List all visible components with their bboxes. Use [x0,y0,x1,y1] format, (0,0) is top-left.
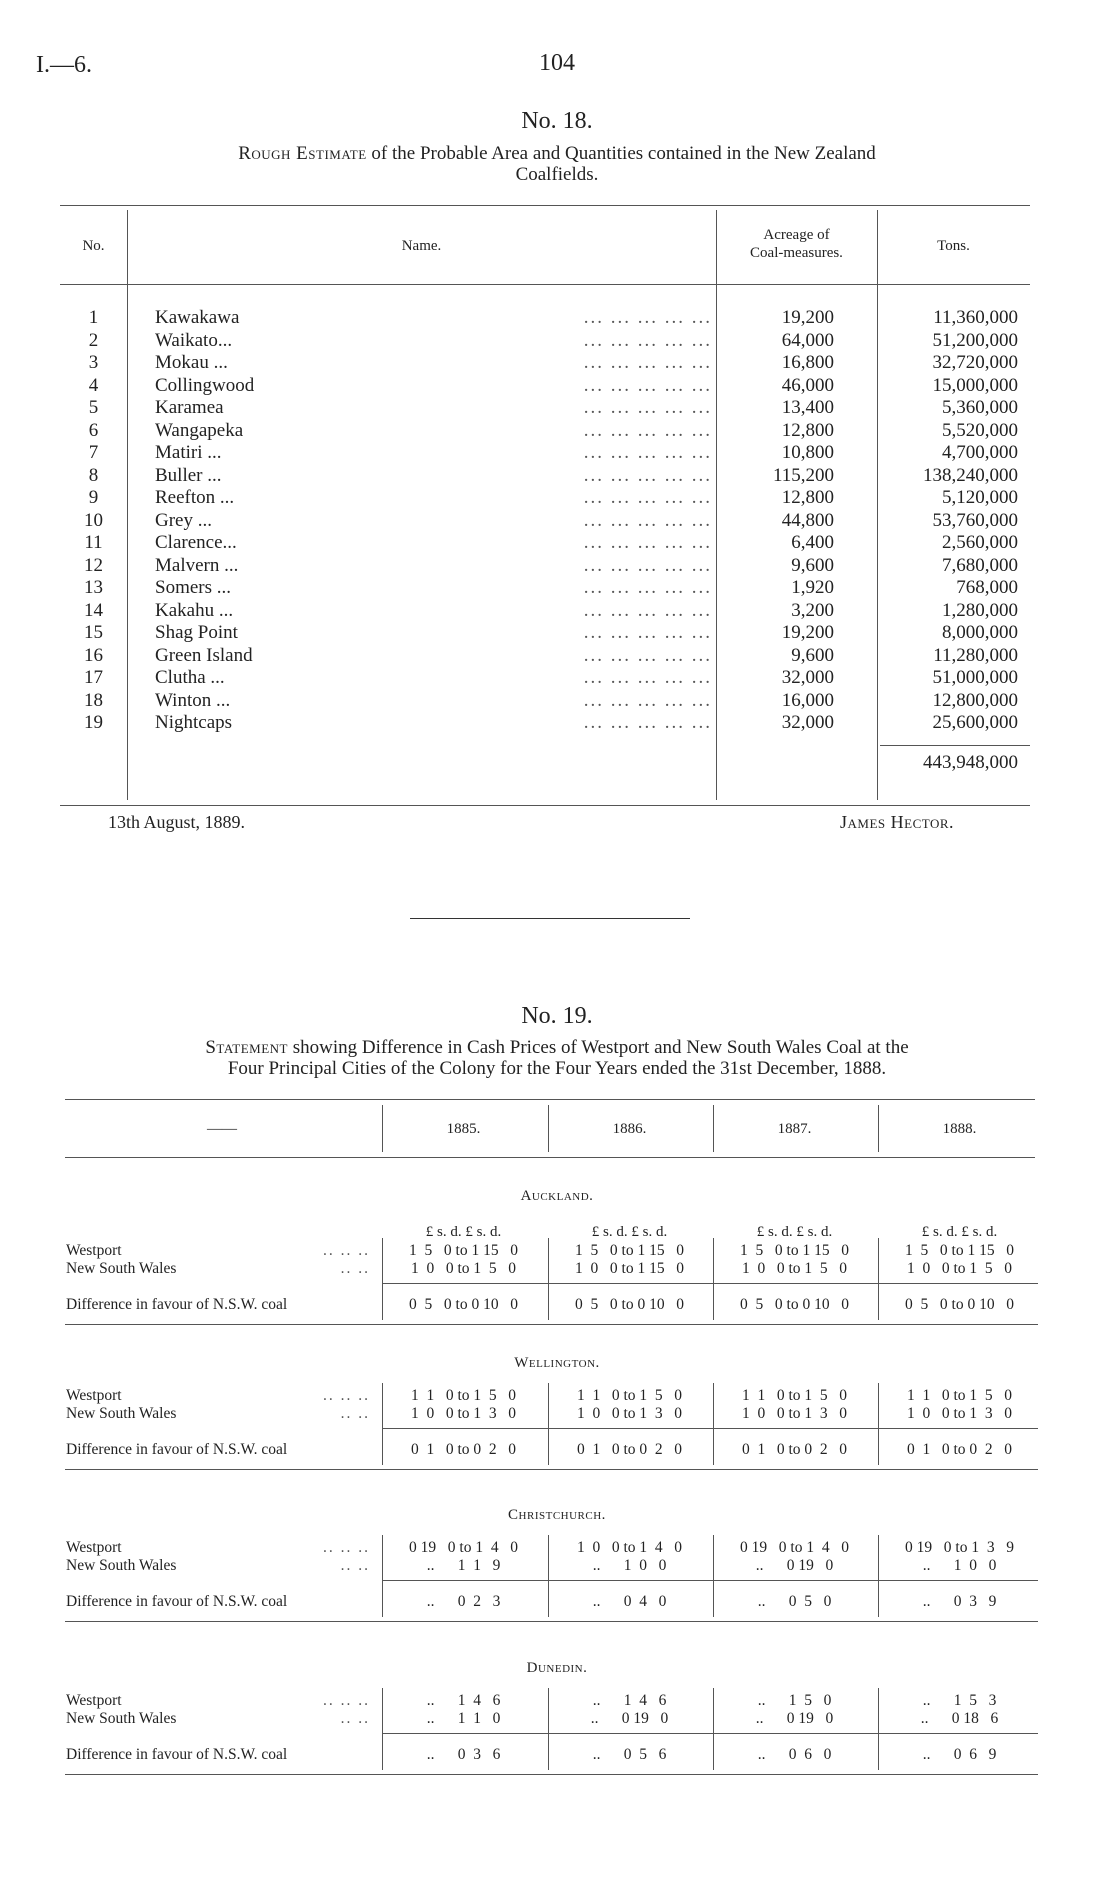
acreage-value: 16,800 [781,352,834,373]
leader-dots: .. .. [340,1405,370,1422]
acreage-value: 32,000 [781,712,834,733]
acreage-value: 12,800 [781,487,834,508]
tons-value: 5,520,000 [942,419,1018,441]
coalfield-name: Winton ... [155,689,231,711]
leader-dots: ... ... ... ... ... [583,487,712,508]
tons-value: 15,000,000 [932,374,1018,396]
row-number: 1 [88,307,99,328]
coalfield-name: Kawakawa [155,307,240,328]
nsw-price: 1 0 0 to 1 5 0 [741,1260,848,1277]
westport-price: .. 1 5 3 [922,1692,997,1709]
price-difference: .. 0 4 0 [592,1593,667,1610]
westport-price: .. 1 5 0 [757,1692,832,1709]
table19-title: No. 19. [521,1003,593,1029]
price-difference: 0 5 0 to 0 10 0 [575,1296,684,1313]
nsw-price: 1 0 0 to 1 3 0 [906,1405,1013,1422]
leader-dots: .. .. [340,1710,370,1727]
difference-rule [382,1283,1038,1284]
tons-value: 8,000,000 [942,622,1018,643]
row-number: 9 [88,487,99,508]
row-label-westport: Westport [66,1242,122,1259]
row-number: 13 [84,577,103,598]
nsw-price: 1 0 0 to 1 5 0 [410,1260,517,1277]
leader-dots: ... ... ... ... ... [583,577,712,598]
tons-value: 51,200,000 [932,329,1018,351]
leader-dots: ... ... ... ... ... [583,464,712,486]
city-bottom-rule [65,1324,1038,1325]
leader-dots: .. .. .. [323,1539,370,1556]
price-difference: 0 5 0 to 0 10 0 [409,1296,518,1313]
coalfield-name: Buller ... [155,464,222,486]
nsw-price: 1 0 0 to 1 3 0 [410,1405,517,1422]
nsw-price: .. 1 0 0 [922,1557,997,1574]
leader-dots: ... ... ... ... ... [583,644,712,666]
year-header: 1885. [446,1121,481,1137]
leader-dots: ... ... ... ... ... [583,599,712,621]
city-bottom-rule [65,1469,1038,1470]
col-header-acreage-line1: Acreage of [763,227,830,243]
total-tons: 443,948,000 [923,752,1018,773]
table19-subtitle-line2: Four Principal Cities of the Colony for the Four Years ended the 31st December, 1888. [227,1058,887,1079]
tons-value: 5,120,000 [942,487,1018,508]
coalfield-name: Green Island [155,644,253,666]
row-number: 4 [88,374,99,396]
row-number: 6 [88,419,99,441]
nsw-price: 1 0 0 to 1 15 0 [575,1260,684,1277]
table18-date: 13th August, 1889. [108,812,246,832]
difference-rule [382,1428,1038,1429]
row-label-nsw: New South Wales [66,1710,177,1727]
row-number: 8 [88,464,99,486]
nsw-price: .. 0 18 6 [920,1710,999,1727]
city-bottom-rule [65,1774,1038,1775]
row-number: 14 [84,599,103,621]
difference-rule [382,1733,1038,1734]
city-bottom-rule [65,1621,1038,1622]
tons-value: 11,280,000 [933,644,1018,666]
page-number: 104 [539,50,575,76]
coalfield-name: Clarence... [155,532,237,553]
leader-dots: ... ... ... ... ... [583,352,712,373]
col-header-acreage-line2: Coal-measures. [750,245,843,261]
row-label-westport: Westport [66,1387,122,1404]
col-header-acreage [716,226,877,262]
leader-dots: ... ... ... ... ... [583,329,712,351]
nsw-price: .. 1 0 0 [592,1557,667,1574]
westport-price: 1 5 0 to 1 15 0 [740,1242,849,1259]
nsw-price: 1 0 0 to 1 3 0 [576,1405,683,1422]
westport-price: .. 1 4 6 [592,1692,667,1709]
leader-dots: .. .. [340,1260,370,1277]
currency-header: £ s. d. £ s. d. [591,1224,668,1240]
westport-price: 1 5 0 to 1 15 0 [409,1242,518,1259]
price-difference: .. 0 2 3 [426,1593,501,1610]
tons-value: 4,700,000 [942,442,1018,463]
tons-value: 12,800,000 [932,689,1018,711]
total-rule [880,745,1030,746]
coalfield-name: Somers ... [155,577,231,598]
price-difference: .. 0 6 0 [757,1746,832,1763]
leader-dots: .. .. .. [323,1692,370,1709]
price-difference: .. 0 5 6 [592,1746,667,1763]
westport-price: 1 5 0 to 1 15 0 [575,1242,684,1259]
row-number: 5 [88,397,99,418]
row-label-difference: Difference in favour of N.S.W. coal [66,1746,288,1763]
row-label-difference: Difference in favour of N.S.W. coal [66,1593,288,1610]
leader-dots: ... ... ... ... ... [583,442,712,463]
coalfield-name: Grey ... [155,509,212,531]
year-header: 1887. [777,1121,812,1137]
row-number: 3 [88,352,99,373]
table18-col-divider [127,210,128,800]
year-header: 1888. [942,1121,977,1137]
price-difference: .. 0 6 9 [922,1746,997,1763]
currency-header: £ s. d. £ s. d. [921,1224,998,1240]
row-label-nsw: New South Wales [66,1557,177,1574]
table18-title: No. 18. [521,108,593,134]
acreage-value: 12,800 [781,419,834,441]
tons-value: 5,360,000 [942,397,1018,418]
westport-price: 0 19 0 to 1 4 0 [409,1539,518,1556]
westport-price: .. 1 4 6 [426,1692,501,1709]
nsw-price: 1 0 0 to 1 3 0 [741,1405,848,1422]
row-number: 19 [84,712,103,733]
coalfield-name: Wangapeka [155,419,244,441]
row-number: 18 [84,689,103,711]
tons-value: 2,560,000 [942,532,1018,553]
row-label-difference: Difference in favour of N.S.W. coal [66,1441,288,1458]
row-number: 15 [84,622,103,643]
coalfield-name: Karamea [155,397,224,418]
leader-dots: ... ... ... ... ... [583,554,712,576]
acreage-value: 9,600 [791,554,834,576]
tons-value: 768,000 [956,577,1018,598]
leader-dots: ... ... ... ... ... [583,509,712,531]
acreage-value: 64,000 [781,329,834,351]
acreage-value: 19,200 [781,307,834,328]
table19-subtitle-rest: showing Difference in Cash Prices of Westport and New South Wales Coal at the [292,1037,909,1058]
col-header-name: Name. [401,238,442,254]
westport-price: 1 5 0 to 1 15 0 [905,1242,1014,1259]
leader-dots: ... ... ... ... ... [583,712,712,733]
leader-dots: ... ... ... ... ... [583,689,712,711]
difference-rule [382,1580,1038,1581]
tons-value: 7,680,000 [942,554,1018,576]
acreage-value: 9,600 [791,644,834,666]
coalfield-name: Nightcaps [155,712,233,733]
currency-header: £ s. d. £ s. d. [756,1224,833,1240]
price-difference: 0 5 0 to 0 10 0 [740,1296,849,1313]
westport-price: 1 0 0 to 1 4 0 [576,1539,683,1556]
acreage-value: 46,000 [781,374,834,396]
row-label-westport: Westport [66,1539,122,1556]
table19-corner: —— [207,1121,237,1137]
leader-dots: ... ... ... ... ... [583,397,712,418]
table19-subtitle [70,1037,1044,1079]
westport-price: 0 19 0 to 1 4 0 [740,1539,849,1556]
price-difference: 0 1 0 to 0 2 0 [741,1441,848,1458]
leader-dots: ... ... ... ... ... [583,667,712,688]
acreage-value: 1,920 [791,577,834,598]
tons-value: 53,760,000 [932,509,1018,531]
city-heading: Wellington. [514,1355,600,1371]
price-difference: .. 0 5 0 [757,1593,832,1610]
table18-bottom-rule [60,805,1030,806]
coalfield-name: Malvern ... [155,554,239,576]
col-header-no: No. [82,238,105,254]
acreage-value: 3,200 [791,599,834,621]
currency-header: £ s. d. £ s. d. [425,1224,502,1240]
row-label-westport: Westport [66,1692,122,1709]
row-label-nsw: New South Wales [66,1260,177,1277]
leader-dots: .. .. [340,1557,370,1574]
table18-signature: James Hector. [840,812,954,832]
table18-subtitle-rest: of the Probable Area and Quantities contained in the New Zealand [371,143,876,164]
table18-subtitle-line2: Coalfields. [515,164,599,185]
nsw-price: .. 0 19 0 [590,1710,669,1727]
nsw-price: .. 1 1 9 [426,1557,501,1574]
leader-dots: ... ... ... ... ... [583,419,712,441]
acreage-value: 115,200 [772,464,834,486]
tons-value: 51,000,000 [932,667,1018,688]
tons-value: 1,280,000 [942,599,1018,621]
leader-dots: .. .. .. [323,1242,370,1259]
price-difference: 0 1 0 to 0 2 0 [906,1441,1013,1458]
table18-header-rule [60,284,1030,285]
coalfield-name: Clutha ... [155,667,225,688]
table18-subtitle [70,143,1044,185]
section-divider [410,918,690,919]
leader-dots: ... ... ... ... ... [583,532,712,553]
price-difference: .. 0 3 9 [922,1593,997,1610]
table19-subtitle-lead: Statement [205,1037,288,1058]
acreage-value: 16,000 [781,689,834,711]
leader-dots: ... ... ... ... ... [583,374,712,396]
coalfield-name: Reefton ... [155,487,235,508]
price-difference: 0 1 0 to 0 2 0 [410,1441,517,1458]
table19-top-rule [65,1099,1035,1100]
row-number: 16 [84,644,103,666]
row-number: 17 [84,667,103,688]
leader-dots: .. .. .. [323,1387,370,1404]
city-heading: Christchurch. [508,1507,606,1523]
row-label-nsw: New South Wales [66,1405,177,1422]
westport-price: 0 19 0 to 1 3 9 [905,1539,1014,1556]
table19-header-rule [65,1157,1035,1158]
leader-dots: ... ... ... ... ... [583,307,712,328]
row-number: 12 [84,554,103,576]
nsw-price: .. 0 19 0 [755,1557,834,1574]
westport-price: 1 1 0 to 1 5 0 [576,1387,683,1404]
acreage-value: 44,800 [781,509,834,531]
tons-value: 25,600,000 [932,712,1018,733]
row-number: 10 [84,509,103,531]
westport-price: 1 1 0 to 1 5 0 [410,1387,517,1404]
acreage-value: 32,000 [781,667,834,688]
price-difference: .. 0 3 6 [426,1746,501,1763]
coalfield-name: Shag Point [155,622,238,643]
tons-value: 11,360,000 [933,307,1018,328]
city-heading: Auckland. [520,1188,594,1204]
nsw-price: 1 0 0 to 1 5 0 [906,1260,1013,1277]
coalfield-name: Matiri ... [155,442,222,463]
year-header: 1886. [612,1121,647,1137]
nsw-price: .. 1 1 0 [426,1710,501,1727]
coalfield-name: Collingwood [155,374,255,396]
table18-top-rule [60,205,1030,206]
acreage-value: 13,400 [781,397,834,418]
table18-col-divider [877,210,878,800]
coalfield-name: Kakahu ... [155,599,234,621]
nsw-price: .. 0 19 0 [755,1710,834,1727]
tons-value: 138,240,000 [923,464,1018,486]
row-number: 7 [88,442,99,463]
price-difference: 0 1 0 to 0 2 0 [576,1441,683,1458]
col-header-tons: Tons. [937,238,970,254]
row-number: 11 [84,532,103,553]
row-number: 2 [88,329,99,351]
coalfield-name: Waikato... [155,329,233,351]
westport-price: 1 1 0 to 1 5 0 [741,1387,848,1404]
westport-price: 1 1 0 to 1 5 0 [906,1387,1013,1404]
coalfield-name: Mokau ... [155,352,228,373]
row-label-difference: Difference in favour of N.S.W. coal [66,1296,288,1313]
acreage-value: 6,400 [791,532,834,553]
table18-subtitle-lead: Rough Estimate [238,143,367,164]
tons-value: 32,720,000 [932,352,1018,373]
price-difference: 0 5 0 to 0 10 0 [905,1296,1014,1313]
acreage-value: 19,200 [781,622,834,643]
document-reference: I.—6. [36,52,92,78]
leader-dots: ... ... ... ... ... [583,622,712,643]
city-heading: Dunedin. [526,1660,588,1676]
acreage-value: 10,800 [781,442,834,463]
